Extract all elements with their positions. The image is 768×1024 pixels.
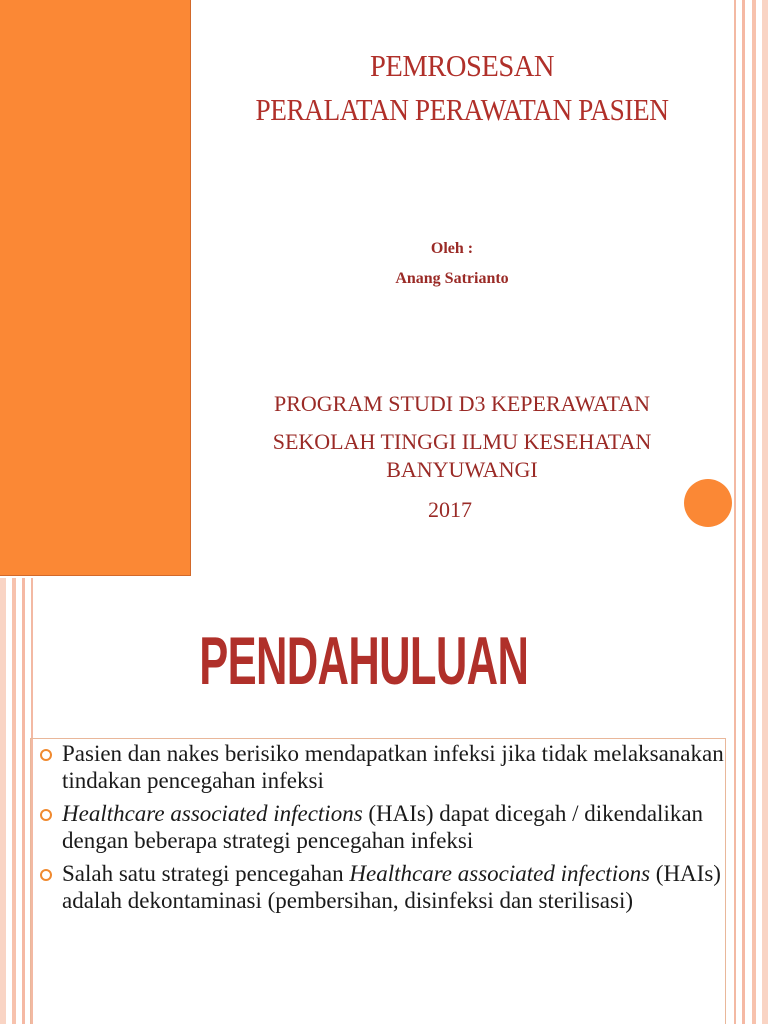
orange-circle-decoration (684, 479, 732, 527)
bullet-text: Pasien dan nakes berisiko mendapatkan infeksi jika tidak melaksanakan tindakan pencegahan infeksi (62, 741, 724, 793)
orange-accent-block (0, 0, 191, 576)
bullet-item-1 (36, 740, 726, 794)
year-label: 2017 (428, 497, 472, 522)
bullet-list (36, 740, 726, 920)
bullet-italic-term: Healthcare associated infections (62, 801, 363, 826)
bullet-item-2 (36, 800, 726, 854)
left-decorative-stripes (0, 578, 34, 1024)
intro-slide (0, 578, 768, 1024)
circle-bullet-icon (40, 809, 52, 821)
section-title: PENDAHULUAN (199, 623, 529, 699)
bullet-italic-term: Healthcare associated infections (349, 861, 651, 886)
circle-bullet-icon (40, 869, 52, 881)
circle-bullet-icon (40, 749, 52, 761)
title-line-1: PEMROSESAN (370, 48, 554, 83)
title-line-2: PERALATAN PERAWATAN PASIEN (255, 92, 669, 127)
author-name: Anang Satrianto (395, 270, 509, 287)
institution-city: BANYUWANGI (386, 457, 538, 482)
institution-school: SEKOLAH TINGGI ILMU KESEHATAN (272, 429, 652, 454)
bullet-text: (HAIs) dapat dicegah / dikendalikan dengan beberapa strategi pencegahan infeksi (62, 801, 704, 853)
institution-program: PROGRAM STUDI D3 KEPERAWATAN (274, 391, 650, 416)
bullet-text: (HAIs) adalah dekontaminasi (pembersihan, disinfeksi dan sterilisasi) (62, 861, 721, 913)
right-decorative-stripes (734, 578, 768, 1024)
bullet-item-3 (36, 860, 726, 914)
by-label: Oleh : (430, 240, 474, 257)
right-decorative-stripes (734, 0, 768, 578)
bullet-prefix: Salah satu strategi pencegahan (62, 861, 350, 886)
